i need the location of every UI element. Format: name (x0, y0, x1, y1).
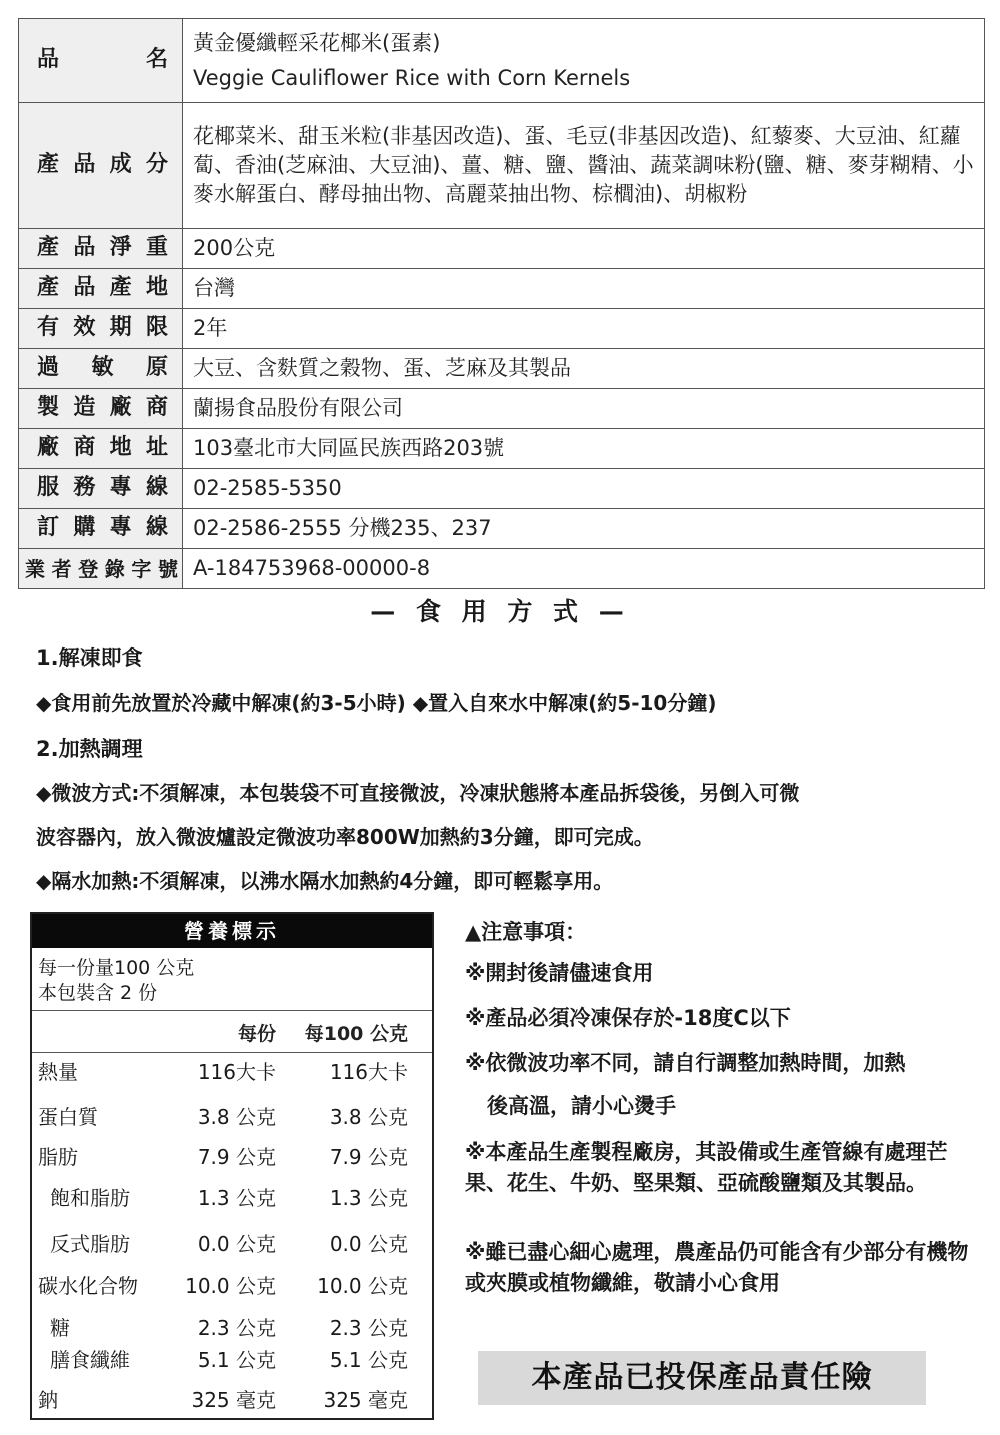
value-order-line: 02-2586-2555 分機235、237 (183, 509, 985, 549)
value-address: 103臺北市大同區民族西路203號 (183, 429, 985, 469)
row-manufacturer (19, 389, 985, 429)
nutrient-per-serving: 325 毫克 (191, 1388, 276, 1412)
nutrient-per-serving: 1.3 公克 (197, 1186, 276, 1210)
note-natural-residue: ※雖已盡心細心處理，農產品仍可能含有少部分有機物或夾膜或植物纖維，敬請小心食用 (465, 1240, 969, 1295)
nutrient-name: 碳水化合物 (38, 1274, 138, 1298)
label-service-line: 服務專線 (19, 469, 183, 509)
nutrition-title: 營養標示 (32, 914, 432, 948)
nutrient-name: 蛋白質 (38, 1105, 98, 1129)
note-microwave-adjust-line1: ※依微波功率不同，請自行調整加熱時間，加熱 (465, 1051, 906, 1075)
row-product-name (19, 19, 985, 103)
value-ingredients: 花椰菜米、甜玉米粒(非基因改造)、蛋、毛豆(非基因改造)、紅藜麥、大豆油、紅蘿蔔、香油(芝麻油、大豆油)、薑、糖、鹽、醬油、蔬菜調味粉(鹽、糖、麥芽糊精、小麥水解蛋白、酵母抽出物、高麗菜抽出物、棕櫚油)、胡椒粉 (183, 103, 985, 229)
nutrient-per-serving: 116大卡 (197, 1060, 276, 1084)
nutrient-per-100g: 5.1 公克 (329, 1348, 408, 1372)
nutrient-row-protein (32, 1103, 432, 1131)
value-shelf-life: 2年 (183, 309, 985, 349)
notes-title: ▲注意事項： (465, 920, 587, 944)
step1-instructions: ◆食用前先放置於冷藏中解凍(約3-5小時) ◆置入自來水中解凍(約5-10分鐘) (36, 691, 717, 715)
nutrient-row-fat (32, 1143, 432, 1171)
nutrient-per-100g: 10.0 公克 (317, 1274, 408, 1298)
note-microwave-adjust (465, 1048, 975, 1122)
nutrient-per-serving: 3.8 公克 (197, 1105, 276, 1129)
label-net-weight: 產品淨重 (19, 229, 183, 269)
nutrient-row-trans-fat (32, 1230, 432, 1258)
nutrient-name: 糖 (50, 1316, 70, 1340)
nutrient-row-energy (32, 1058, 432, 1086)
row-order-line (19, 509, 985, 549)
header-per-100g: 每100 公克 (304, 1023, 408, 1045)
value-service-line: 02-2585-5350 (183, 469, 985, 509)
header-per-serving: 每份 (237, 1023, 276, 1045)
label-ingredients: 產品成分 (19, 103, 183, 229)
nutrient-per-serving: 7.9 公克 (197, 1145, 276, 1169)
row-address (19, 429, 985, 469)
nutrient-per-serving: 5.1 公克 (197, 1348, 276, 1372)
value-manufacturer: 蘭揚食品股份有限公司 (183, 389, 985, 429)
row-ingredients (19, 103, 985, 229)
nutrient-row-saturated-fat (32, 1184, 432, 1212)
nutrient-per-100g: 3.8 公克 (329, 1105, 408, 1129)
nutrient-per-100g: 7.9 公克 (329, 1145, 408, 1169)
product-info-table (18, 18, 985, 589)
note-consume-quickly: ※開封後請儘速食用 (465, 961, 654, 985)
value-origin: 台灣 (183, 269, 985, 309)
nutrient-per-100g: 325 毫克 (323, 1388, 408, 1412)
nutrient-name: 鈉 (38, 1388, 58, 1412)
nutrient-row-sugar (32, 1314, 432, 1342)
nutrient-row-dietary-fiber (32, 1346, 432, 1374)
serving-size: 每一份量100 公克 (38, 957, 195, 979)
nutrient-per-serving: 10.0 公克 (185, 1274, 276, 1298)
value-registration: A-184753968-00000-8 (183, 549, 985, 589)
row-allergens (19, 349, 985, 389)
step2-microwave-line2: 波容器內，放入微波爐設定微波功率800W加熱約3分鐘，即可完成。 (36, 825, 654, 849)
nutrient-per-serving: 2.3 公克 (197, 1316, 276, 1340)
label-shelf-life: 有效期限 (19, 309, 183, 349)
row-net-weight (19, 229, 985, 269)
value-allergens: 大豆、含麩質之穀物、蛋、芝麻及其製品 (183, 349, 985, 389)
row-registration (19, 549, 985, 589)
nutrition-facts-panel (30, 912, 434, 1420)
note-keep-frozen: ※產品必須冷凍保存於-18度C以下 (465, 1006, 791, 1030)
label-address: 廠商地址 (19, 429, 183, 469)
nutrient-row-carbohydrate (32, 1272, 432, 1300)
label-manufacturer: 製造廠商 (19, 389, 183, 429)
row-origin (19, 269, 985, 309)
note-microwave-adjust-line2: 後高溫，請小心燙手 (487, 1094, 676, 1118)
label-origin: 產品產地 (19, 269, 183, 309)
step2-microwave-line1: ◆微波方式:不須解凍，本包裝袋不可直接微波，冷凍狀態將本產品拆袋後，另倒入可微 (36, 781, 800, 805)
row-service-line (19, 469, 985, 509)
row-shelf-life (19, 309, 985, 349)
nutrition-serving-info (32, 948, 432, 1011)
nutrient-per-100g: 0.0 公克 (329, 1232, 408, 1256)
product-name-zh: 黃金優纖輕采花椰米(蛋素) (193, 30, 441, 55)
nutrient-name: 膳食纖維 (50, 1348, 130, 1372)
servings-per-pack: 本包裝含 2 份 (38, 982, 158, 1004)
step2-title: 2.加熱調理 (36, 737, 143, 761)
nutrient-name: 脂肪 (38, 1145, 78, 1169)
liability-insurance-banner: 本產品已投保產品責任險 (478, 1351, 926, 1405)
nutrition-column-headers (32, 1011, 432, 1053)
note-allergen-facility: ※本產品生產製程廠房，其設備或生產管線有處理芒果、花生、牛奶、堅果類、亞硫酸鹽類及其製品。 (465, 1140, 948, 1195)
nutrient-per-100g: 1.3 公克 (329, 1186, 408, 1210)
usage-heading: — 食 用 方 式 — (370, 597, 630, 626)
nutrient-row-sodium (32, 1386, 432, 1414)
step2-steam-line: ◆隔水加熱:不須解凍，以沸水隔水加熱約4分鐘，即可輕鬆享用。 (36, 869, 614, 893)
label-registration: 業者登錄字號 (19, 549, 183, 589)
value-product-name (183, 19, 985, 103)
label-product-name: 品名 (19, 19, 183, 103)
nutrient-name: 反式脂肪 (50, 1232, 130, 1256)
label-allergens: 過敏原 (19, 349, 183, 389)
nutrient-per-serving: 0.0 公克 (197, 1232, 276, 1256)
nutrient-name: 飽和脂肪 (50, 1186, 130, 1210)
step1-title: 1.解凍即食 (36, 646, 143, 670)
nutrient-per-100g: 2.3 公克 (329, 1316, 408, 1340)
value-net-weight: 200公克 (183, 229, 985, 269)
product-name-en: Veggie Cauliflower Rice with Corn Kernels (193, 65, 631, 90)
nutrition-rows (32, 1053, 432, 1433)
nutrient-name: 熱量 (38, 1060, 78, 1084)
nutrient-per-100g: 116大卡 (329, 1060, 408, 1084)
label-order-line: 訂購專線 (19, 509, 183, 549)
